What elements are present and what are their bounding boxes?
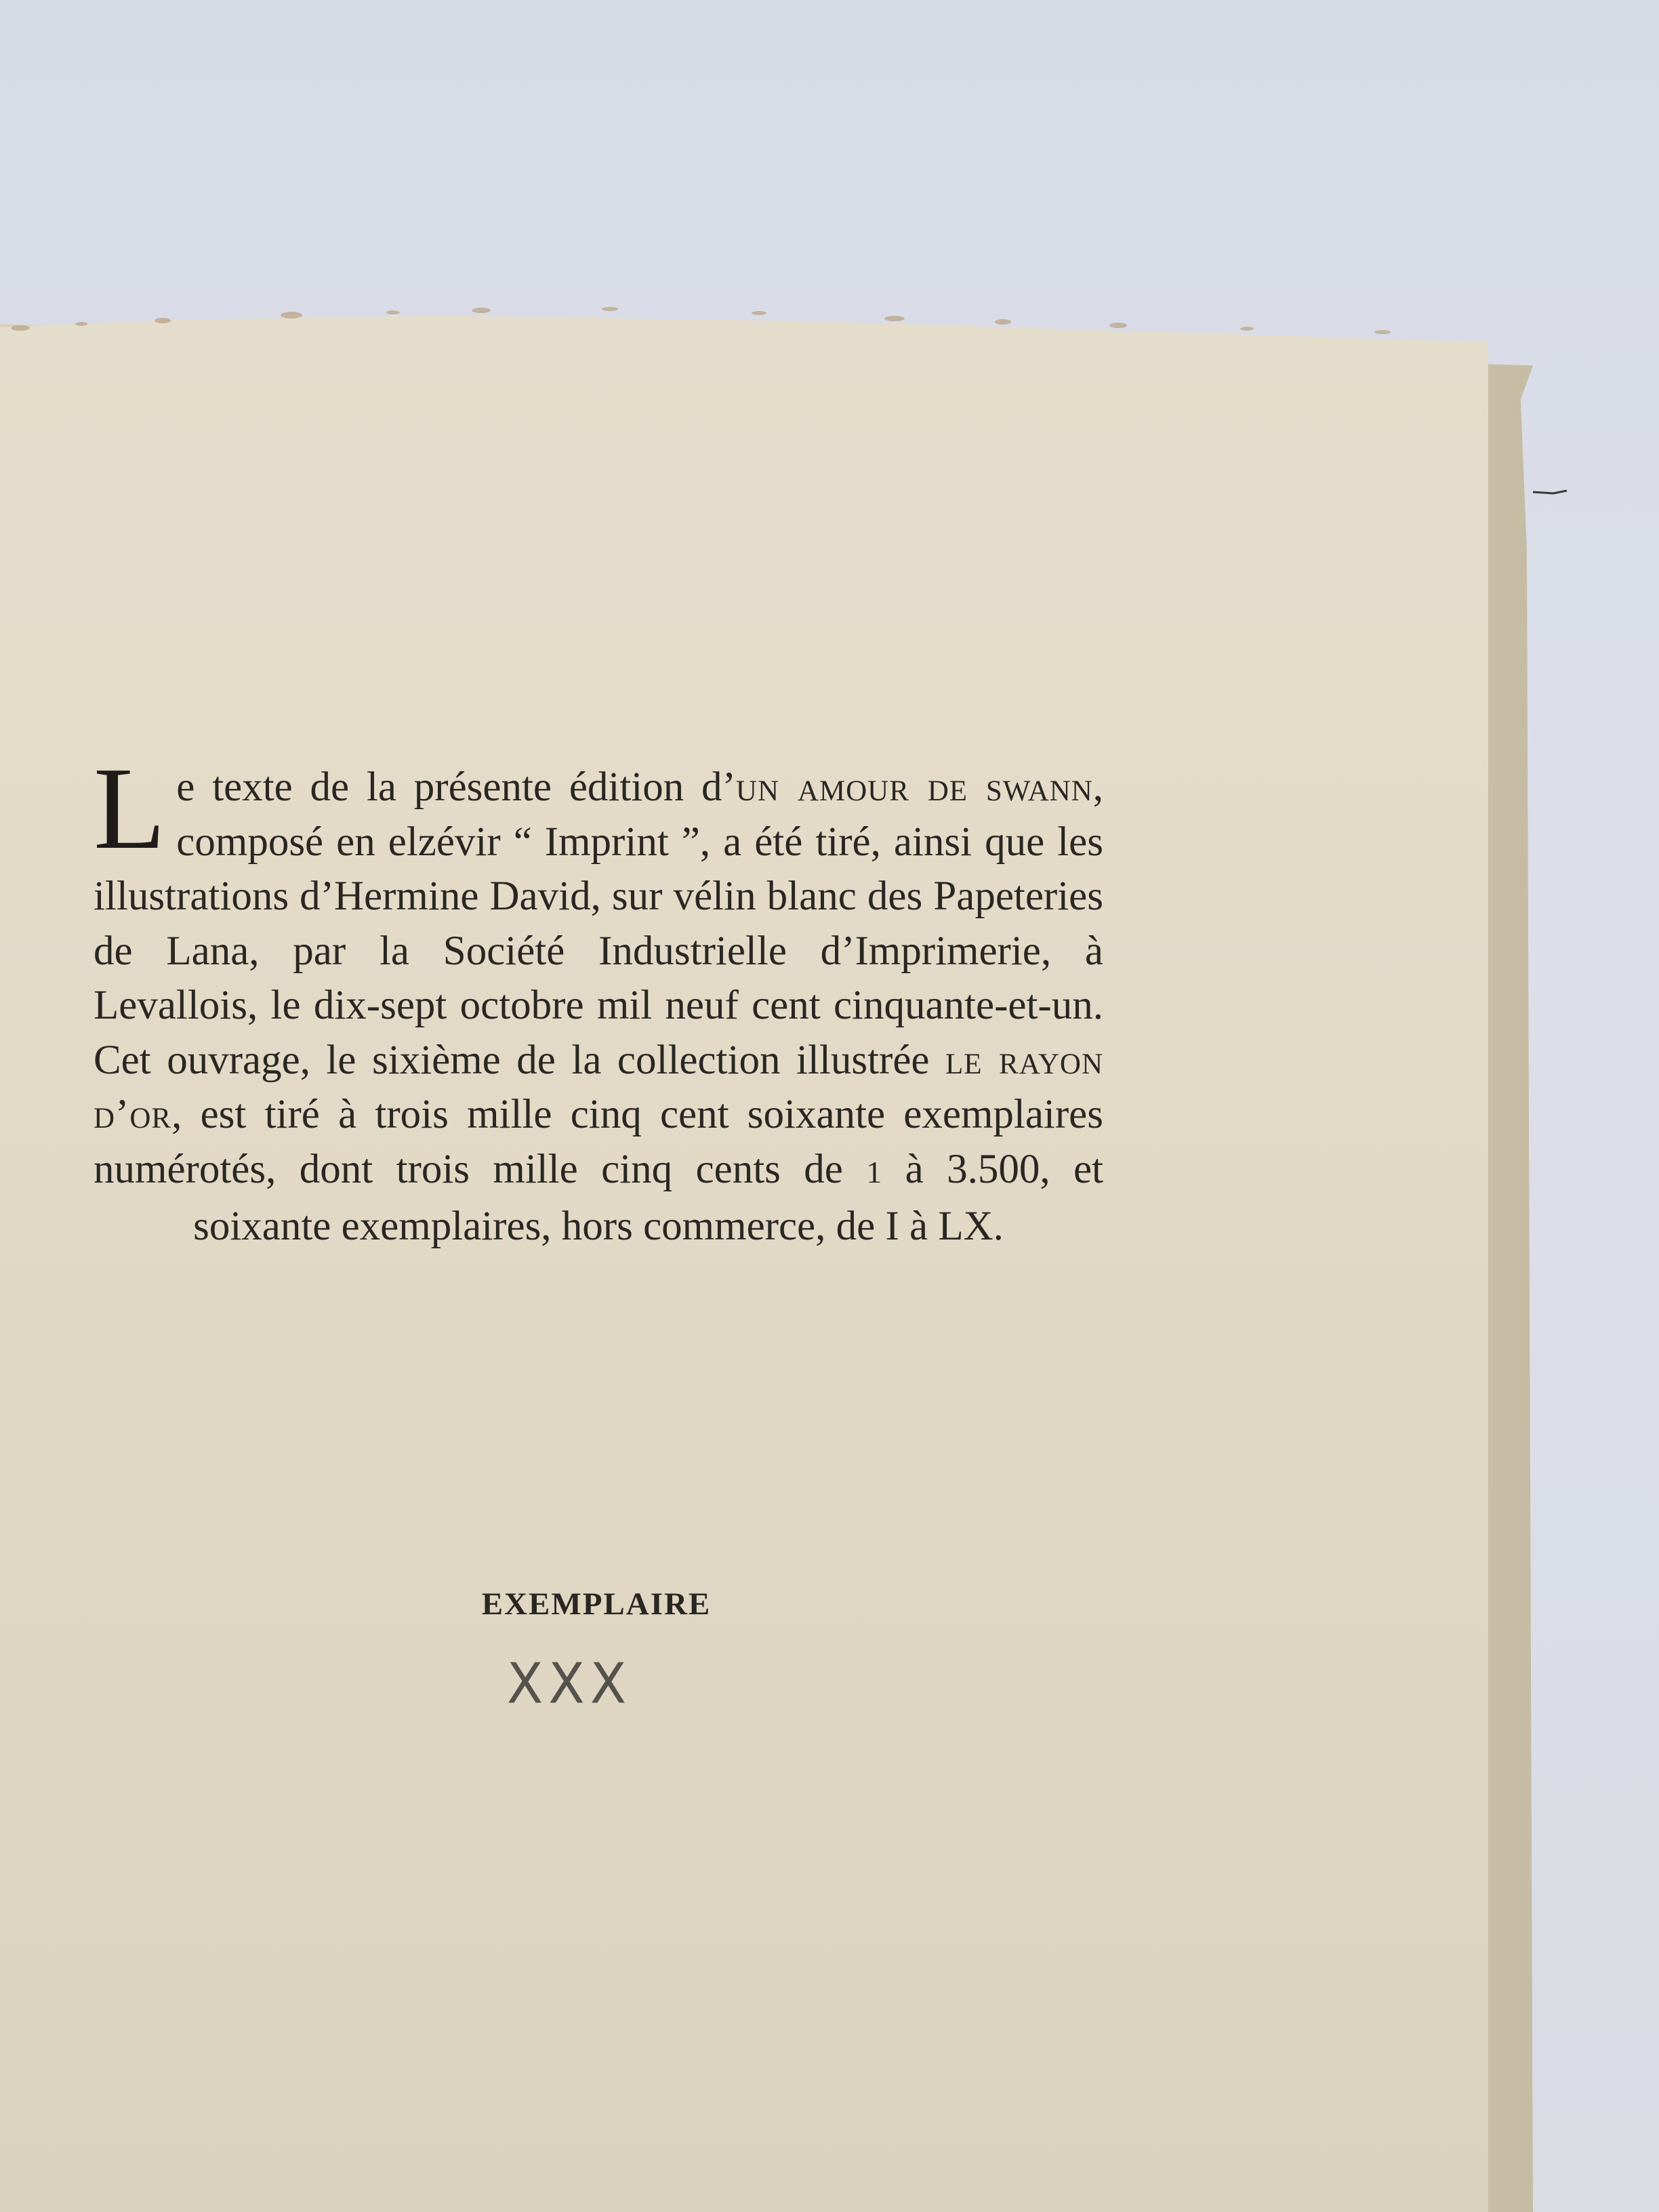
- book-page: [0, 316, 1488, 2212]
- colophon-seg-3: , est tiré à trois mille cinq cent soixante exemplaires numérotés, dont trois mille cinq cents de: [94, 1092, 1103, 1192]
- colophon-seg-1: e texte de la présente édition d’: [176, 764, 736, 810]
- drop-cap: L: [94, 743, 166, 874]
- deckle-edge: [0, 298, 1488, 339]
- collection-small-caps: le rayon d’or: [94, 1037, 1104, 1137]
- colophon-seg-4: à 3.500, et soixante exemplaires, hors commerce, de I à LX.: [193, 1146, 1103, 1249]
- colophon-seg-2: , composé en elzévir “ Imprint ”, a été tiré, ainsi que les illustrations d’Hermine David, sur vélin blanc des Papeteries de Lana, par la Société Industrielle d’Imprimerie, à Levallois, le dix-sept octobre mil neuf cent cinquante-et-un. Cet ouvrage, le sixième de la collection illustrée: [94, 764, 1103, 1083]
- binding-thread: [1533, 483, 1568, 501]
- colophon-paragraph: [94, 743, 1104, 1254]
- exemplaire-label: EXEMPLAIRE: [481, 1586, 712, 1622]
- title-small-caps: un amour de swann: [735, 764, 1093, 810]
- exemplaire-number-stamp: XXX: [506, 1652, 632, 1717]
- oldstyle-numeral: 1: [866, 1154, 882, 1189]
